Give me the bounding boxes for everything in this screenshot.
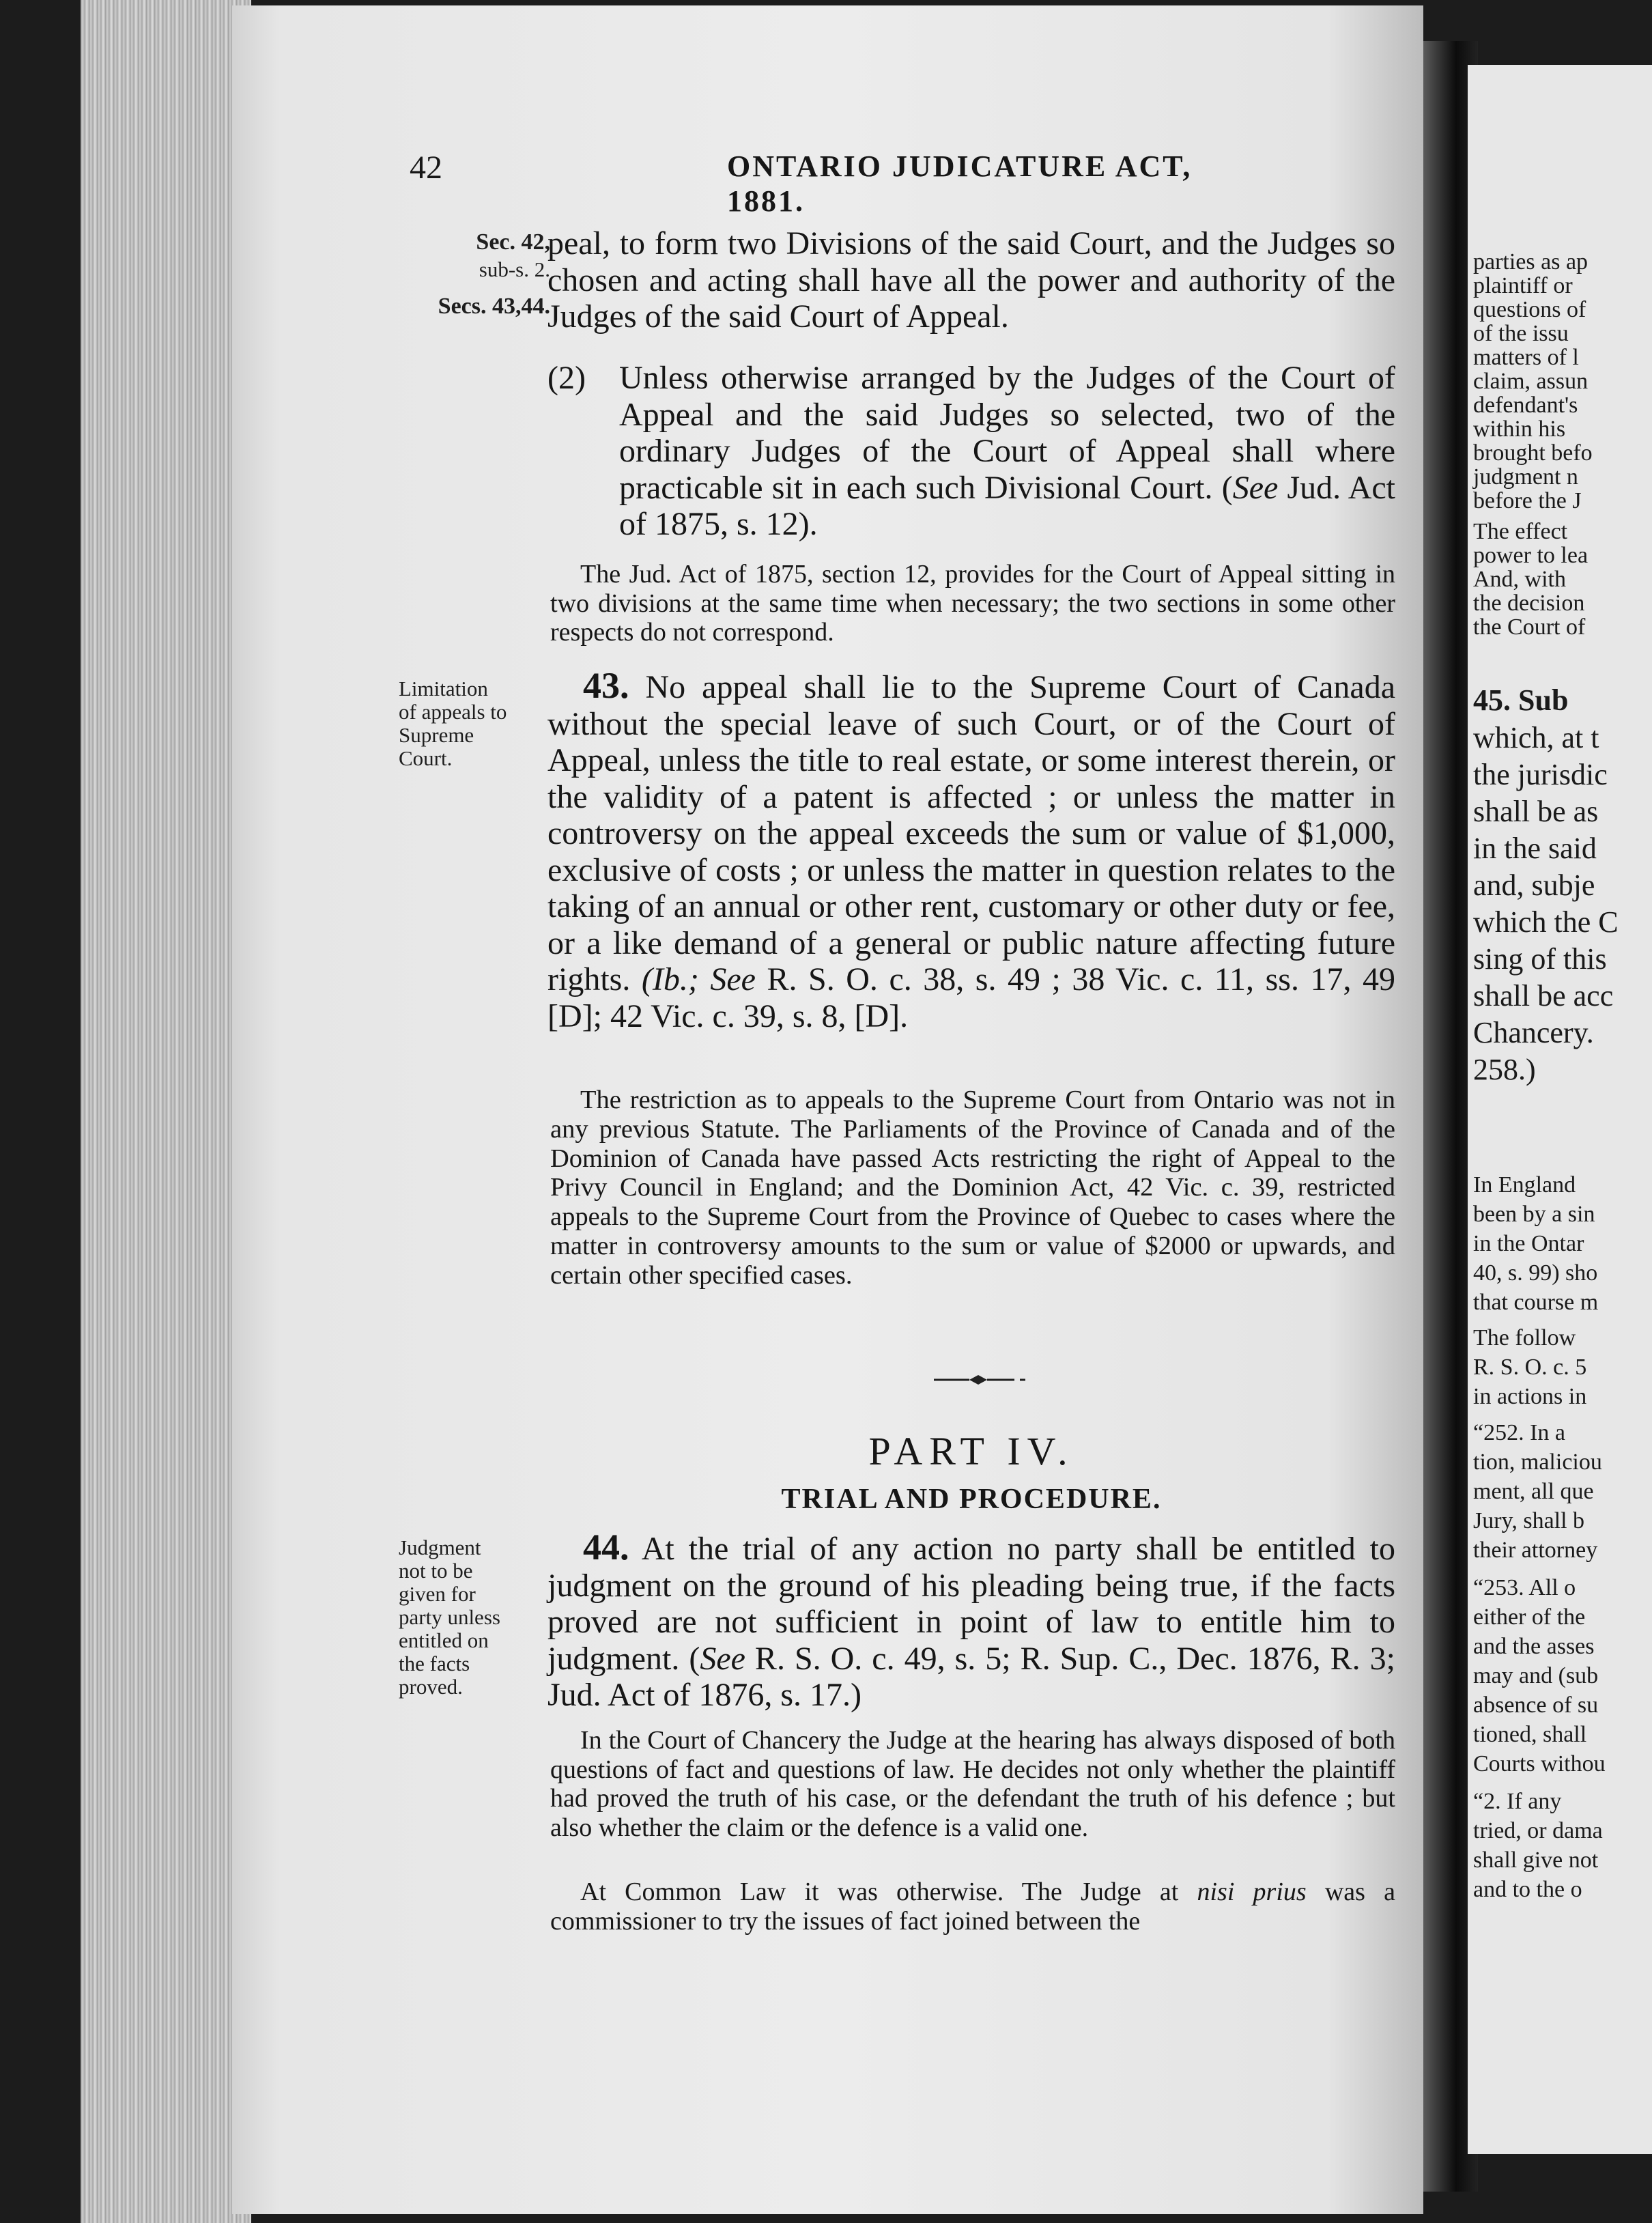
editorial-note-3: In the Court of Chancery the Judge at the hearing has always disposed of both questions of fact and questions of law. He decides not only whether the plaintiff had proved the truth of his case, or the defendant the truth of his defence ; but also whether the claim or the defence is a valid one. <box>550 1726 1395 1842</box>
right-page-line: sing of this <box>1473 942 1607 976</box>
right-page-line: that course m <box>1473 1290 1599 1315</box>
section-44 <box>547 1529 1395 1714</box>
right-page-line: the decision <box>1473 591 1585 616</box>
right-page-line: in the said <box>1473 832 1597 865</box>
right-page-line: shall be as <box>1473 795 1599 828</box>
right-page-line: Chancery. <box>1473 1016 1594 1049</box>
part-heading: PART IV. <box>868 1429 1074 1473</box>
right-page-line: judgment n <box>1473 464 1578 490</box>
right-page-line: questions of <box>1473 297 1586 322</box>
right-page-line: Courts withou <box>1473 1751 1606 1776</box>
note-4-text-b: was a commissioner to try the issues of fact joined between the <box>550 1878 1395 1936</box>
right-page-line: “252. In a <box>1473 1420 1566 1445</box>
side-note-secs-43-44: Secs. 43,44. <box>438 294 550 319</box>
right-page-line: which, at t <box>1473 721 1599 754</box>
right-page-line: in actions in <box>1473 1384 1587 1409</box>
running-head <box>410 149 1222 218</box>
right-page-line: Jury, shall b <box>1473 1508 1585 1533</box>
side-note-line: of appeals to <box>399 700 507 724</box>
right-page-line: the Court of <box>1473 614 1586 640</box>
right-page-line: tried, or dama <box>1473 1818 1603 1843</box>
right-page-line: their attorney <box>1473 1538 1598 1563</box>
right-page-line: in the Ontar <box>1473 1231 1584 1256</box>
right-page-line: 45. Sub <box>1473 683 1569 717</box>
right-page-line: parties as ap <box>1473 249 1589 274</box>
side-note-judgment <box>399 1536 550 1699</box>
section-number: 43. <box>583 665 629 706</box>
right-page-line: within his <box>1473 416 1566 442</box>
book-page-edges <box>81 0 251 2223</box>
right-page-line: before the J <box>1473 488 1582 513</box>
right-page-line: absence of su <box>1473 1693 1599 1718</box>
right-page-line: 40, s. 99) sho <box>1473 1260 1598 1286</box>
editorial-note-1: The Jud. Act of 1875, section 12, provides for the Court of Appeal sitting in two divisions at the same time when necessary; the two sections in some other respects do not correspond. <box>550 560 1395 647</box>
side-note-sub-s-2: sub-s. 2. <box>479 257 550 281</box>
side-note-limitation <box>399 677 550 770</box>
right-page-line: In England <box>1473 1172 1576 1198</box>
right-page-line: claim, assun <box>1473 369 1589 394</box>
side-note-line: Supreme <box>399 723 474 747</box>
nisi-prius-italic: nisi prius <box>1197 1878 1307 1906</box>
side-note-line: party unless <box>399 1605 500 1629</box>
right-page-line: “253. All o <box>1473 1575 1576 1600</box>
section-divider-ornament <box>927 1370 1029 1390</box>
side-note-line: not to be <box>399 1559 473 1583</box>
right-page-line: power to lea <box>1473 543 1589 568</box>
subsection-text-b: Jud. Act of 1875, s. 12). <box>619 469 1395 542</box>
right-page-line: tioned, shall <box>1473 1722 1587 1747</box>
subsection-2-text <box>619 360 1395 543</box>
right-page-line: shall give not <box>1473 1847 1599 1873</box>
editorial-note-2: The restriction as to appeals to the Supreme Court from Ontario was not in any previous Statute. The Parliaments of the Province of Canada and of the Dominion of Canada have passed Acts restricting the right of Appeal to the Privy Council in England; and the Dominion Act, 42 Vic. c. 39, restricted appeals to the Supreme Court from the Province of Quebec to cases where the matter in controversy amounts to the sum or value of $2000 or upwards, and certain other specified cases. <box>550 1086 1395 1290</box>
see-italic: See <box>1232 469 1279 506</box>
section-44-text: At the trial of any action no party shall be entitled to judgment on the ground of his pleading being true, if the facts proved are not sufficient in point of law to entitle him to judgment. ( <box>547 1531 1395 1677</box>
right-page-line: which the C <box>1473 905 1619 939</box>
right-page-line: and, subje <box>1473 868 1595 902</box>
running-title: ONTARIO JUDICATURE ACT, 1881. <box>727 150 1193 218</box>
right-page-line: brought befo <box>1473 440 1593 466</box>
part-subheading: TRIAL AND PROCEDURE. <box>781 1484 1162 1515</box>
right-page-line: ment, all que <box>1473 1479 1594 1504</box>
see-italic: See <box>710 961 756 997</box>
subsection-text-a: Unless otherwise arranged by the Judges of the Court of Appeal and the said Judges so selected, two of the ordinary Judges of the Court of Appeal shall where practicable sit in each such Divisional Court. ( <box>619 360 1395 506</box>
side-note-line: proved. <box>399 1675 463 1699</box>
right-page-line: either of the <box>1473 1604 1586 1630</box>
section-43-text: No appeal shall lie to the Supreme Court of Canada without the special leave of such Court, or of the Court of Appeal, unless the title to real estate, or some interest therein, or the validity of a patent is affected ; or unless the matter in controversy on the appeal exceeds the sum or value of $1,000, exclusive of costs ; or unless the matter in question relates to the taking of an annual or other rent, customary or other duty or fee, or a like demand of a general or public nature affecting future rights. <box>547 669 1395 997</box>
right-page-line: defendant's <box>1473 393 1578 418</box>
side-note-line: entitled on <box>399 1628 489 1652</box>
side-note-line: the facts <box>399 1652 470 1675</box>
side-note-line: Court. <box>399 746 453 770</box>
right-page-line: plaintiff or <box>1473 273 1573 298</box>
continuation-paragraph: peal, to form two Divisions of the said Court, and the Judges so chosen and acting shall have all the power and authority of the Judges of the said Court of Appeal. <box>547 225 1395 335</box>
page-number: 42 <box>410 150 442 186</box>
note-4-text-a: At Common Law it was otherwise. The Judge at <box>580 1878 1197 1906</box>
side-note-sec-42: Sec. 42, <box>476 229 550 255</box>
side-note-line: given for <box>399 1582 476 1606</box>
section-43-citation: R. S. O. c. 38, s. 49 ; 38 Vic. c. 11, ss. 17, 49 [D]; 42 Vic. c. 39, s. 8, [D]. <box>547 961 1396 1034</box>
section-44-citation: R. S. O. c. 49, s. 5; R. Sup. C., Dec. 1876, R. 3; Jud. Act of 1876, s. 17.) <box>547 1640 1396 1713</box>
right-page-line: “2. If any <box>1473 1789 1562 1814</box>
right-page-line: of the issu <box>1473 321 1569 346</box>
right-page-line: tion, maliciou <box>1473 1449 1602 1475</box>
section-number: 44. <box>583 1527 629 1568</box>
right-page-line: shall be acc <box>1473 979 1614 1013</box>
right-page-line: R. S. O. c. 5 <box>1473 1355 1587 1380</box>
right-page-line: The follow <box>1473 1325 1576 1350</box>
right-page-line: and the asses <box>1473 1634 1595 1659</box>
right-page-line: may and (sub <box>1473 1663 1599 1688</box>
right-page-line: the jurisdic <box>1473 758 1608 791</box>
side-note-line: Judgment <box>399 1535 481 1559</box>
right-page-line: And, with <box>1473 567 1566 592</box>
right-page-line: 258.) <box>1473 1053 1536 1086</box>
side-note-line: Limitation <box>399 677 488 700</box>
right-page-fragment <box>1468 65 1652 2154</box>
section-43 <box>547 665 1396 1034</box>
right-page-line: and to the o <box>1473 1877 1582 1902</box>
see-italic: See <box>700 1640 745 1677</box>
right-page-line: been by a sin <box>1473 1202 1595 1227</box>
right-page-line: matters of l <box>1473 345 1579 370</box>
subsection-number: (2) <box>547 360 586 396</box>
right-page-line: The effect <box>1473 519 1568 544</box>
editorial-note-4 <box>550 1878 1395 1936</box>
ib-italic: (Ib.; <box>641 961 699 997</box>
